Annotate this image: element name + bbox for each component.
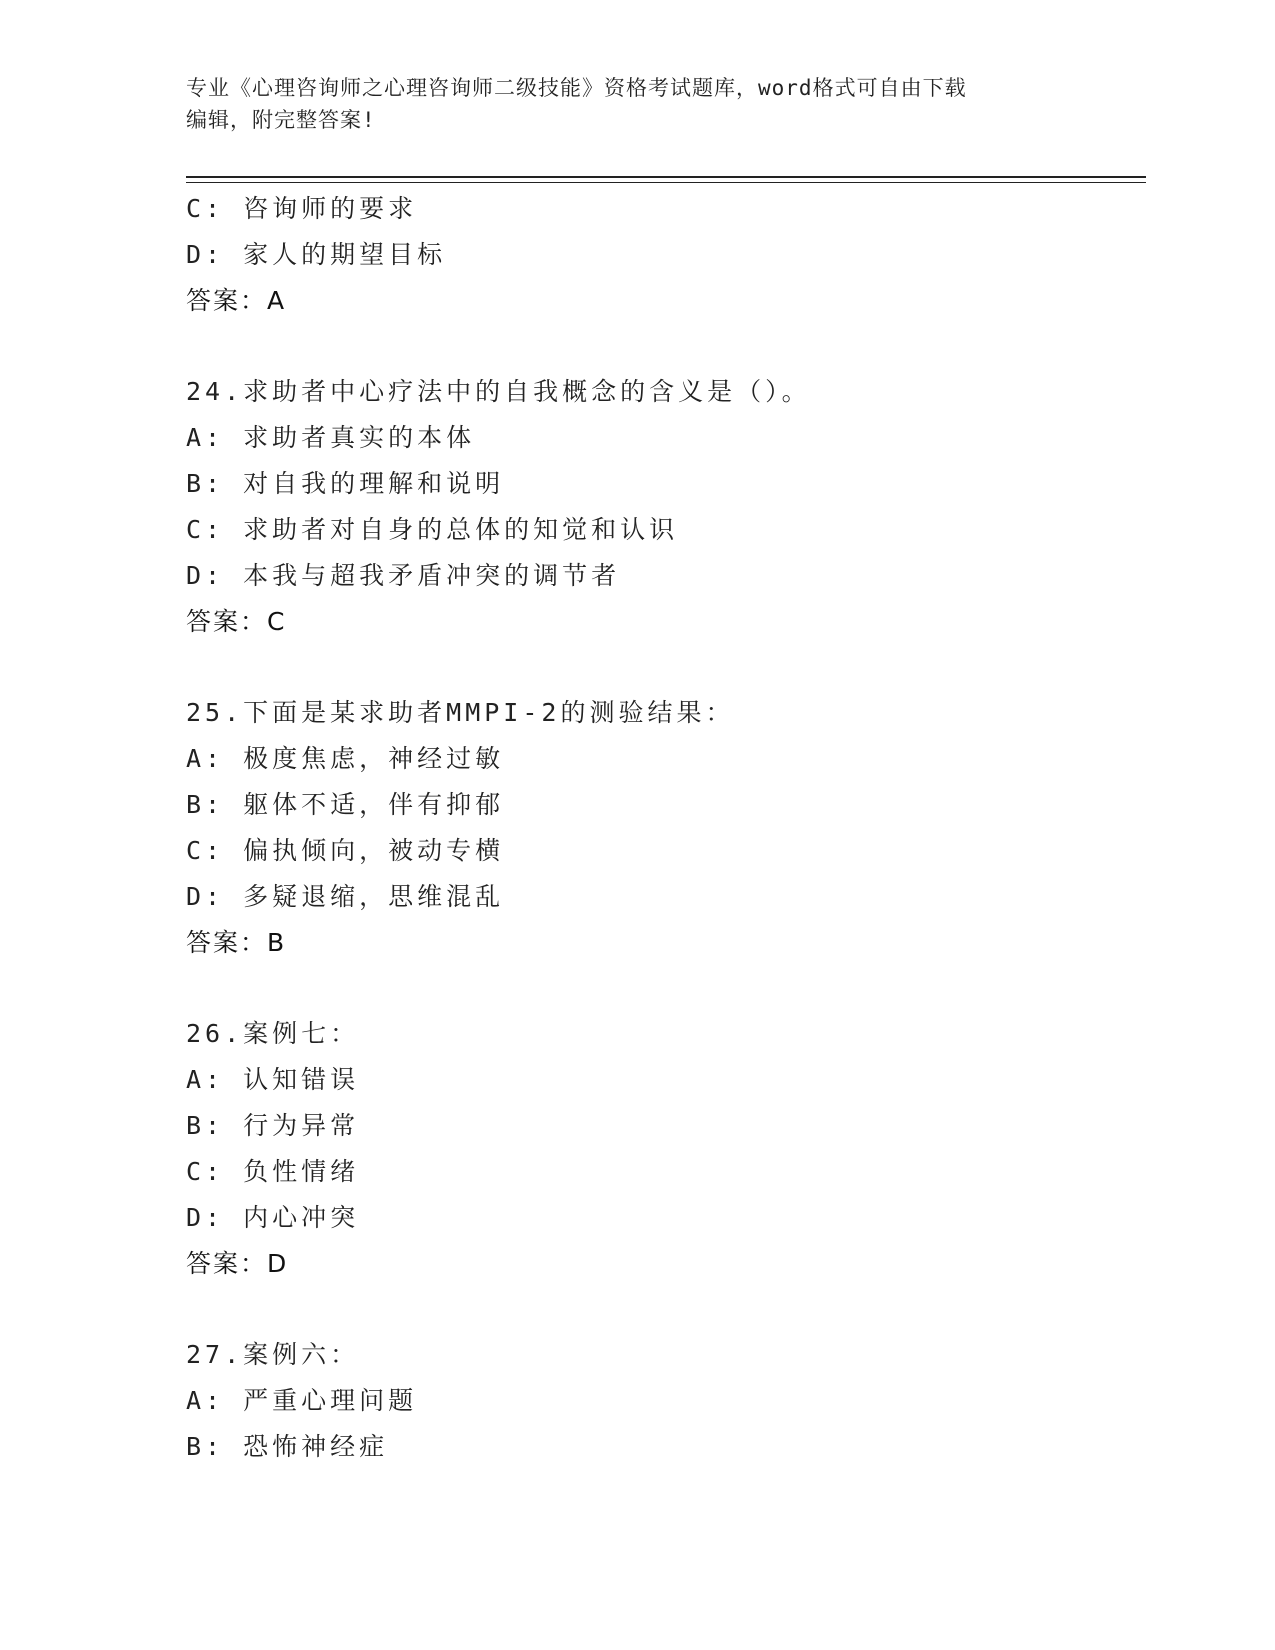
question-stem: 24.求助者中心疗法中的自我概念的含义是（）。: [186, 377, 811, 406]
option-b: B: 行为异常: [186, 1111, 360, 1140]
option-a: A: 求助者真实的本体: [186, 423, 476, 452]
option-a: A: 认知错误: [186, 1065, 360, 1094]
question-stem: 25.下面是某求助者MMPI-2的测验结果：: [186, 698, 735, 727]
option-c: C: 负性情绪: [186, 1157, 360, 1186]
question-fragment: [186, 186, 1146, 324]
option-b: B: 恐怖神经症: [186, 1432, 389, 1461]
answer-line: 答案：D: [186, 1249, 289, 1278]
question-stem: 27.案例六：: [186, 1340, 360, 1369]
option-b: B: 对自我的理解和说明: [186, 469, 505, 498]
document-header: [186, 72, 1066, 136]
answer-line: 答案：A: [186, 286, 287, 315]
option-c: C: 求助者对自身的总体的知觉和认识: [186, 515, 679, 544]
answer-line: 答案：B: [186, 928, 287, 957]
question-26: [186, 1011, 1146, 1287]
header-line-2: 编辑，附完整答案!: [186, 108, 376, 132]
header-divider-thin: [186, 182, 1146, 183]
option-d: D: 家人的期望目标: [186, 240, 447, 269]
option-b: B: 躯体不适，伴有抑郁: [186, 790, 505, 819]
answer-line: 答案：C: [186, 607, 287, 636]
question-list: [186, 186, 1146, 1470]
option-d: D: 多疑退缩，思维混乱: [186, 882, 505, 911]
option-d: D: 内心冲突: [186, 1203, 360, 1232]
option-c: C: 偏执倾向，被动专横: [186, 836, 505, 865]
question-24: [186, 369, 1146, 645]
option-d: D: 本我与超我矛盾冲突的调节者: [186, 561, 621, 590]
question-stem: 26.案例七：: [186, 1019, 360, 1048]
option-a: A: 极度焦虑，神经过敏: [186, 744, 505, 773]
option-c: C: 咨询师的要求: [186, 194, 418, 223]
header-line-1: 专业《心理咨询师之心理咨询师二级技能》资格考试题库，word格式可自由下载: [186, 76, 967, 100]
header-divider-thick: [186, 176, 1146, 178]
question-25: [186, 690, 1146, 966]
option-a: A: 严重心理问题: [186, 1386, 418, 1415]
question-27: [186, 1332, 1146, 1470]
